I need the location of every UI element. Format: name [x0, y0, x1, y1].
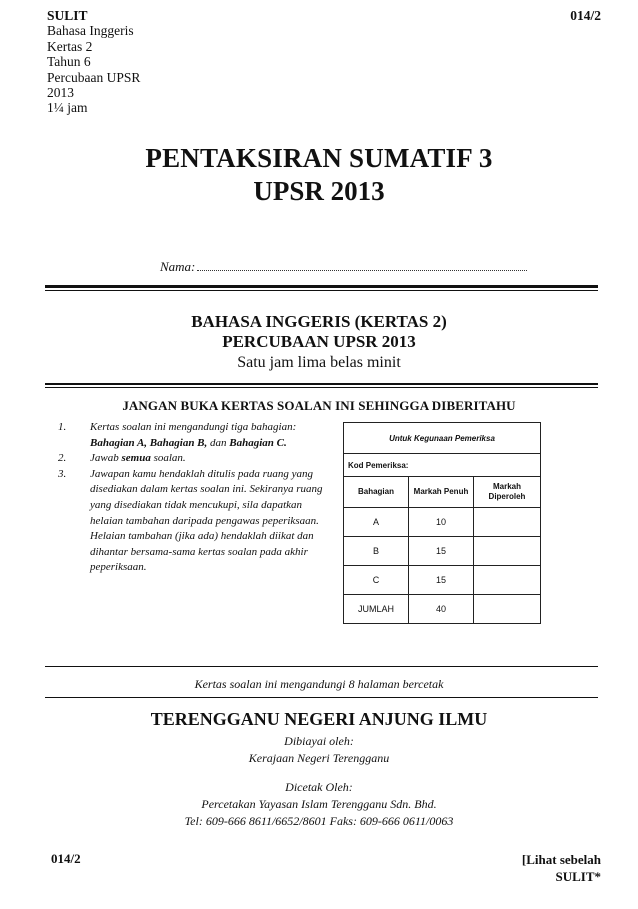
instruction-bold: semua — [121, 452, 151, 465]
exam-title: PERCUBAAN UPSR 2013 — [222, 332, 416, 351]
footer-paper-code: 014/2 — [51, 851, 81, 866]
divider-3 — [45, 666, 598, 667]
subject-label: Bahasa Inggeris — [47, 23, 134, 39]
instruction-number: 2. — [58, 452, 67, 465]
obtained-marks-cell[interactable] — [474, 595, 541, 624]
name-label: Nama: — [160, 259, 196, 274]
instruction-bold: Bahagian C. — [229, 436, 287, 449]
col-full-marks: Markah Penuh — [409, 477, 474, 508]
page-subtitle: UPSR 2013 — [253, 176, 385, 206]
col-marks-obtained: Markah Diperoleh — [474, 477, 541, 508]
divider-thin — [45, 290, 598, 291]
duration-text: Satu jam lima belas minit — [237, 354, 401, 371]
instruction-bold: Bahagian A, Bahagian B, — [90, 436, 208, 449]
table-row — [344, 537, 541, 566]
instruction-text: Jawapan kamu hendaklah ditulis pada ruang yang disediakan dalam kertas soalan ini. Sekiranya ruang yang disediakan tidak mencukupi, sila dapatkan helaian tambahan daripada pengawas peperiksaan. Helaian tambahan (jika ada) hendaklah diikat dan dihantar bersama-sama kertas soalan pada akhir peperiksaan. — [90, 467, 323, 574]
table-header: Untuk Kegunaan Pemeriksa — [344, 423, 541, 454]
examiner-table — [343, 422, 541, 624]
name-field[interactable] — [160, 259, 527, 275]
obtained-marks-cell[interactable] — [474, 508, 541, 537]
header-info — [47, 8, 140, 116]
classification-label: SULIT — [47, 8, 88, 23]
page-count-note: Kertas soalan ini mengandungi 8 halaman bercetak — [194, 677, 444, 691]
year-label: 2013 — [47, 85, 74, 101]
duration-label: 1¼ jam — [47, 100, 88, 116]
instruction-item — [58, 467, 328, 576]
instructions-list — [58, 420, 328, 576]
obtained-marks-cell[interactable] — [474, 537, 541, 566]
divider-thick — [45, 285, 598, 288]
full-marks-cell: 15 — [409, 566, 474, 595]
instruction-text: Kertas soalan ini mengandungi tiga bahagian: — [90, 421, 297, 433]
full-marks-cell: 15 — [409, 537, 474, 566]
name-dotted-line[interactable] — [197, 260, 527, 271]
subject-title: BAHASA INGGERIS (KERTAS 2) — [191, 312, 447, 331]
see-next-label: [Lihat sebelah — [521, 852, 601, 867]
year-level-label: Tahun 6 — [47, 54, 91, 70]
examiner-code-field[interactable]: Kod Pemeriksa: — [344, 454, 541, 477]
divider-4 — [45, 697, 598, 698]
section-cell: JUMLAH — [344, 595, 409, 624]
obtained-marks-cell[interactable] — [474, 566, 541, 595]
instruction-text: soalan. — [150, 452, 186, 465]
publisher-name: TERENGGANU NEGERI ANJUNG ILMU — [150, 709, 488, 729]
full-marks-cell: 10 — [409, 508, 474, 537]
instruction-item — [58, 451, 328, 467]
footer-right — [522, 851, 601, 885]
funded-by: Kerajaan Negeri Terengganu — [248, 751, 390, 765]
contact-info: Tel: 609-666 8611/6652/8601 Faks: 609-666 0611/0063 — [184, 814, 454, 828]
table-row — [344, 595, 541, 624]
instruction-text: Jawab — [90, 452, 122, 465]
warning-text: JANGAN BUKA KERTAS SOALAN INI SEHINGGA DIBERITAHU — [122, 398, 516, 413]
funded-label: Dibiayai oleh: — [284, 734, 354, 748]
exam-label: Percubaan UPSR — [47, 69, 141, 85]
full-marks-cell: 40 — [409, 595, 474, 624]
paper-code: 014/2 — [570, 8, 601, 23]
section-cell: C — [344, 566, 409, 595]
divider-thin-2 — [45, 387, 598, 388]
printed-label: Dicetak Oleh: — [285, 780, 353, 794]
divider-thick-2 — [45, 383, 598, 385]
footer-classification: SULIT* — [555, 869, 601, 884]
table-row — [344, 566, 541, 595]
page-title: PENTAKSIRAN SUMATIF 3 — [145, 143, 493, 173]
instruction-number: 3. — [58, 467, 67, 480]
instruction-item — [58, 420, 328, 451]
instruction-number: 1. — [58, 421, 67, 433]
section-cell: A — [344, 508, 409, 537]
col-section: Bahagian — [344, 477, 409, 508]
table-row — [344, 508, 541, 537]
printer-name: Percetakan Yayasan Islam Terengganu Sdn. Bhd. — [201, 797, 437, 811]
instruction-text: dan — [207, 436, 230, 449]
paper-label: Kertas 2 — [47, 38, 93, 54]
section-cell: B — [344, 537, 409, 566]
